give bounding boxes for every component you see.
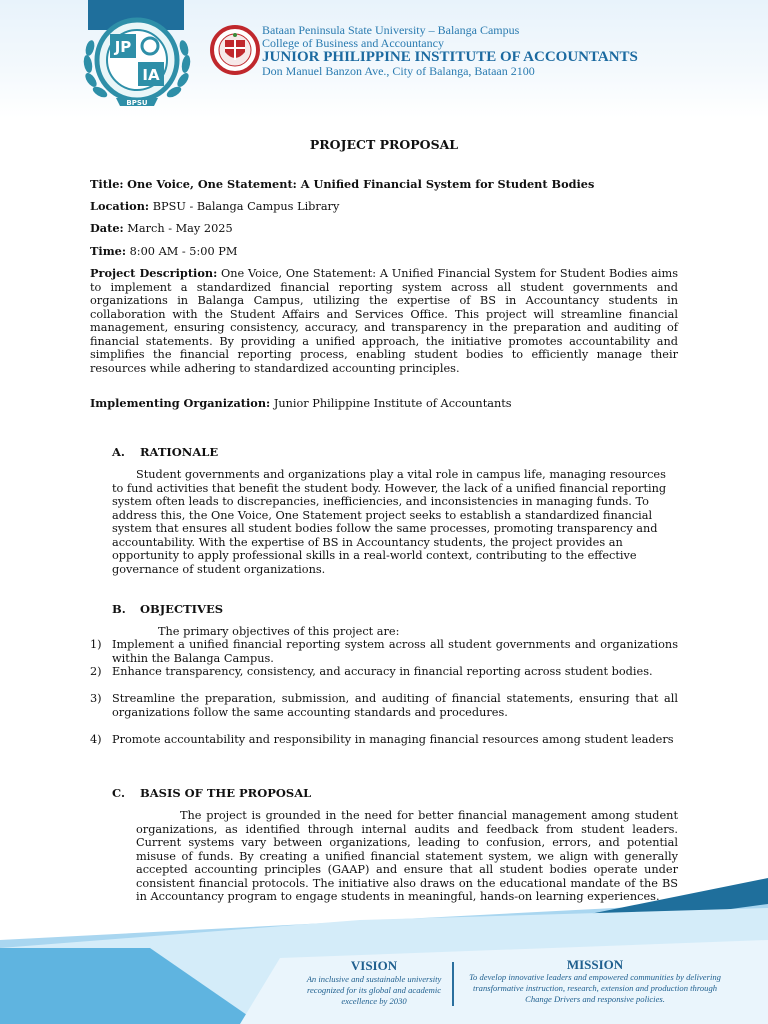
logo-bpsu-banner-text: BPSU xyxy=(126,99,148,107)
title-label: Title: xyxy=(90,177,124,191)
section-c-heading xyxy=(112,787,311,801)
logo-jp-text: JP xyxy=(114,38,132,56)
date-field xyxy=(90,222,678,236)
list-item xyxy=(90,665,678,679)
section-c-title: BASIS OF THE PROPOSAL xyxy=(140,786,312,800)
list-item-number: 3) xyxy=(90,692,102,705)
description-label: Project Description: xyxy=(90,266,218,280)
implementing-org-field xyxy=(90,397,678,411)
bpsu-seal xyxy=(210,22,260,78)
time-label: Time: xyxy=(90,244,127,258)
section-a-body: Student governments and organizations play a vital role in campus life, managing resources to fund activities that benefit the student body. However, the lack of a unified financial reporting system often leads to discrepancies, inefficiencies, and inconsistencies in managing funds. To address this, the One Voice, One Statement project seeks to establish a standardized financial system that ensures all student bodies follow the same processes, promoting transparency and accountability. With the expertise of BS in Accountancy students, the project provides an opportunity to apply professional skills in a real-world context, contributing to the effective governance of student organizations. xyxy=(112,468,667,576)
description-text: One Voice, One Statement: A Unified Financial System for Student Bodies aims to implement a standardized financial reporting system across all student governments and organizations in Balanga Campus, utilizing the expertise of BS in Accountancy students in collaboration with the Student Affairs and Services Office. This project will streamline financial management, ensuring consistency, accuracy, and transparency in the preparation and auditing of financial statements. By providing a unified approach, the initiative promotes accountability and simplifies the financial reporting process, enabling student bodies to efficiently manage their resources while adhering to standardized accounting principles. xyxy=(90,267,679,375)
project-description xyxy=(90,267,678,375)
university-name: Bataan Peninsula State University – Balanga Campus xyxy=(262,23,520,37)
list-item-number: 2) xyxy=(90,665,102,678)
section-b-title: OBJECTIVES xyxy=(140,602,224,616)
objectives-intro: The primary objectives of this project are: xyxy=(158,625,400,638)
implementing-org-label: Implementing Organization: xyxy=(90,396,271,410)
organization-name: JUNIOR PHILIPPINE INSTITUTE OF ACCOUNTANTS xyxy=(262,49,638,65)
section-c-letter: C. xyxy=(112,786,125,800)
page-title: PROJECT PROPOSAL xyxy=(309,137,459,152)
title-value: One Voice, One Statement: A Unified Financial System for Student Bodies xyxy=(127,177,595,191)
mission-text: To develop innovative leaders and empowered communities by delivering transformative instruction, research, extension and production through Change Drivers and responsive policies. xyxy=(469,972,721,1004)
list-item xyxy=(90,733,678,747)
section-b-letter: B. xyxy=(112,602,126,616)
letterhead-text xyxy=(262,24,742,78)
date-value: March - May 2025 xyxy=(127,222,233,235)
vision-label: VISION xyxy=(350,958,398,973)
list-item xyxy=(90,692,678,719)
section-a-title: RATIONALE xyxy=(140,445,219,459)
section-b-heading xyxy=(112,603,223,617)
implementing-org-value: Junior Philippine Institute of Accountants xyxy=(273,397,512,410)
logo-ia-text: IA xyxy=(142,66,160,84)
location-label: Location: xyxy=(90,199,150,213)
list-item-text: Streamline the preparation, submission, and auditing of financial statements, ensuring that all organizations follow the same accounting standards and procedures. xyxy=(112,692,678,719)
date-label: Date: xyxy=(90,221,124,235)
section-a-letter: A. xyxy=(112,445,125,459)
time-value: 8:00 AM - 5:00 PM xyxy=(129,245,238,258)
list-item-number: 4) xyxy=(90,733,102,746)
jpia-logo xyxy=(78,14,196,110)
location-value: BPSU - Balanga Campus Library xyxy=(152,200,340,213)
location-field xyxy=(90,200,678,214)
section-c-body: The project is grounded in the need for better financial management among student organizations, as identified through internal audits and feedback from student leaders. Current systems vary between organizations, leading to confusion, errors, and potential misuse of funds. By creating a unified financial statement system, we align with generally accepted accounting principles (GAAP) and ensure that all student bodies operate under consistent financial protocols. The initiative also draws on the educational mandate of the BS in Accountancy program to engage students in meaningful, hands-on learning experiences. xyxy=(136,809,678,903)
footer-divider xyxy=(452,962,454,1006)
list-item-text: Enhance transparency, consistency, and accuracy in financial reporting across student bodies. xyxy=(112,665,653,678)
vision-text: An inclusive and sustainable university recognized for its global and academic excellence by 2030 xyxy=(306,974,442,1006)
list-item-text: Promote accountability and responsibility in managing financial resources among student leaders xyxy=(112,733,674,746)
time-field xyxy=(90,245,678,259)
organization-address: Don Manuel Banzon Ave., City of Balanga, Bataan 2100 xyxy=(262,64,535,78)
list-item-text: Implement a unified financial reporting system across all student governments and organizations within the Balanga Campus. xyxy=(112,638,678,665)
college-name: College of Business and Accountancy xyxy=(262,35,444,50)
list-item-number: 1) xyxy=(90,638,102,651)
list-item xyxy=(90,638,678,665)
title-field xyxy=(90,178,678,192)
mission-label: MISSION xyxy=(566,957,624,972)
section-a-heading xyxy=(112,446,218,460)
